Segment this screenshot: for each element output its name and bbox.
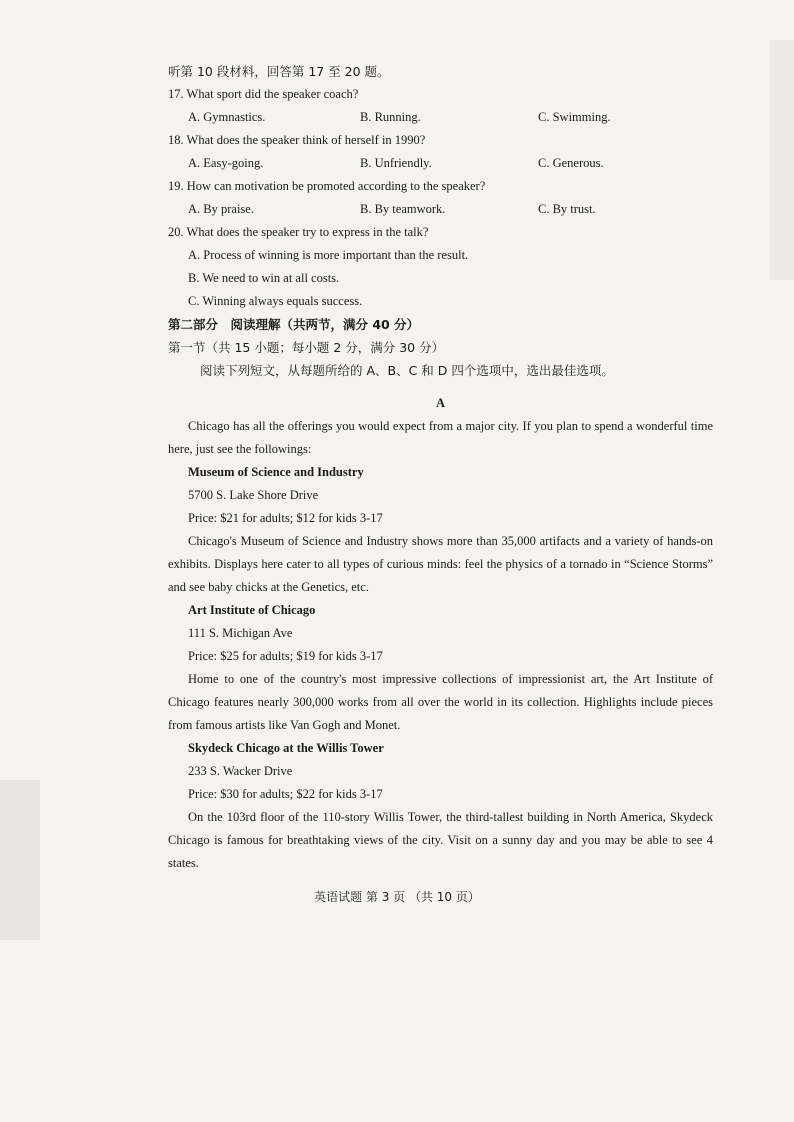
option-b: B. Running. xyxy=(360,110,421,124)
attraction-address: 5700 S. Lake Shore Drive xyxy=(188,488,319,502)
attraction-description: Chicago's Museum of Science and Industry shows more than 35,000 artifacts and a variety of hands-on exhibits. Displays here cater to all types of curious minds: feel the physics of a tornado in “Science Storms” and see baby chicks at the Genetics, etc. xyxy=(168,534,713,594)
attraction-price: Price: $21 for adults; $12 for kids 3-17 xyxy=(188,511,383,525)
attraction-description: Home to one of the country's most impressive collections of impressionist art, the Art Institute of Chicago features nearly 300,000 works from all over the world in its collection. Highlights include pieces from famous artists like Van Gogh and Monet. xyxy=(168,672,713,732)
listening-intro: 听第 10 段材料，回答第 17 至 20 题。 xyxy=(168,64,390,79)
option-a: A. By praise. xyxy=(188,202,254,216)
passage-label: A xyxy=(435,396,446,410)
question-text: 20. What does the speaker try to express in the talk? xyxy=(168,225,429,239)
option-a: A. Easy-going. xyxy=(188,156,264,170)
attraction-name: Museum of Science and Industry xyxy=(188,465,364,479)
question-19 xyxy=(168,175,713,221)
attraction-name: Art Institute of Chicago xyxy=(188,603,316,617)
attraction-price: Price: $25 for adults; $19 for kids 3-17 xyxy=(188,649,383,663)
question-text: 18. What does the speaker think of herself in 1990? xyxy=(168,133,426,147)
question-text: 17. What sport did the speaker coach? xyxy=(168,87,359,101)
page-footer: 英语试题 第 3 页 （共 10 页） xyxy=(314,890,480,904)
question-20 xyxy=(168,221,713,313)
attraction-address: 233 S. Wacker Drive xyxy=(188,764,293,778)
question-text: 19. How can motivation be promoted according to the speaker? xyxy=(168,179,486,193)
option-a: A. Gymnastics. xyxy=(188,110,266,124)
question-17 xyxy=(168,83,713,129)
attraction-skydeck xyxy=(168,737,713,875)
scan-shadow-right xyxy=(770,40,794,280)
attraction-museum xyxy=(168,461,713,599)
question-options xyxy=(168,106,713,129)
option-b: B. Unfriendly. xyxy=(360,156,432,170)
section-heading: 第一节（共 15 小题；每小题 2 分，满分 30 分） xyxy=(168,340,445,355)
option-c: C. Swimming. xyxy=(538,110,611,124)
option-b: B. By teamwork. xyxy=(360,202,446,216)
section-instruction: 阅读下列短文，从每题所给的 A、B、C 和 D 四个选项中，选出最佳选项。 xyxy=(200,363,614,378)
attraction-art-institute xyxy=(168,599,713,737)
page-content xyxy=(168,60,713,875)
question-options xyxy=(168,152,713,175)
option-a: A. Process of winning is more important than the result. xyxy=(188,248,469,262)
option-c: C. Winning always equals success. xyxy=(188,294,363,308)
attraction-address: 111 S. Michigan Ave xyxy=(188,626,293,640)
option-c: C. By trust. xyxy=(538,202,596,216)
attraction-description: On the 103rd floor of the 110-story Willis Tower, the third-tallest building in North America, Skydeck Chicago is famous for breathtaking views of the city. Visit on a sunny day and you may be able to see 4 states. xyxy=(168,810,713,870)
passage-intro: Chicago has all the offerings you would expect from a major city. If you plan to spend a wonderful time here, just see the followings: xyxy=(168,419,713,456)
part-heading: 第二部分 阅读理解（共两节，满分 40 分） xyxy=(168,317,420,332)
option-c: C. Generous. xyxy=(538,156,604,170)
scan-shadow-left xyxy=(0,780,40,940)
option-b: B. We need to win at all costs. xyxy=(188,271,340,285)
attraction-name: Skydeck Chicago at the Willis Tower xyxy=(188,741,384,755)
question-18 xyxy=(168,129,713,175)
attraction-price: Price: $30 for adults; $22 for kids 3-17 xyxy=(188,787,383,801)
question-options xyxy=(168,198,713,221)
